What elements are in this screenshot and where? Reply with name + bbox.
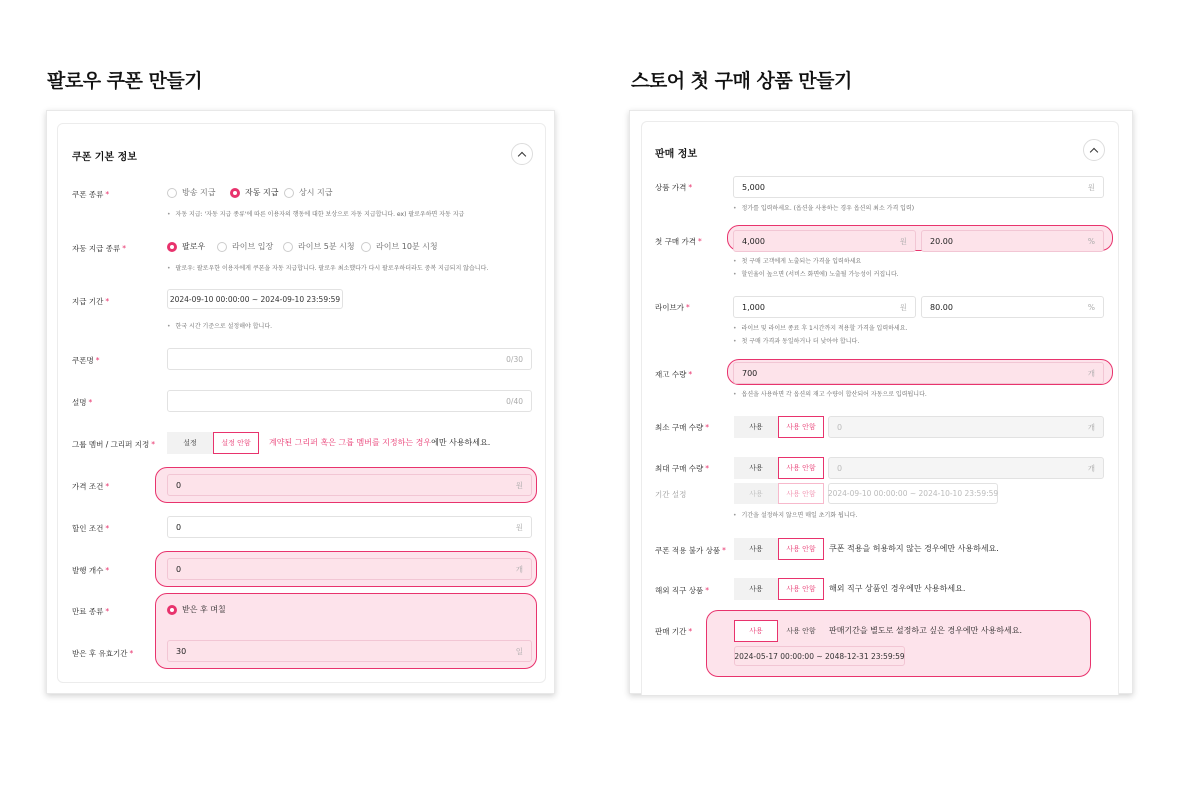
sale-period-toggle: [734, 620, 824, 642]
radio-live-10min[interactable]: 라이브 10분 시청: [361, 241, 438, 252]
live-price-percent-input[interactable]: 80.00 %: [921, 296, 1104, 318]
period-input[interactable]: 2024-09-10 00:00:00 ~ 2024-09-10 23:59:59: [167, 289, 343, 309]
coupon-excluded-label: 쿠폰 적용 불가 상품 *: [655, 546, 726, 555]
price-condition-input[interactable]: 0 원: [167, 474, 532, 496]
auto-type-radio-group: [167, 241, 438, 252]
max-qty-nouse-button[interactable]: 사용 안함: [778, 457, 824, 479]
expiry-type-label: 만료 종류 *: [72, 607, 110, 616]
product-price-label: 상품 가격 *: [655, 183, 693, 192]
max-qty-label: 최대 구매 수량 *: [655, 464, 709, 473]
group-note: 계약된 그리퍼 혹은 그룹 멤버를 지정하는 경우에만 사용하세요.: [269, 438, 491, 447]
sale-period-input[interactable]: 2024-05-17 00:00:00 ~ 2048-12-31 23:59:59: [734, 646, 905, 666]
first-price-hint-2: • 할인율이 높으면 (서비스 화면에) 노출될 가능성이 커집니다.: [733, 269, 899, 278]
min-qty-use-button[interactable]: 사용: [734, 416, 778, 438]
first-price-hint-1: • 첫 구매 고객에게 노출되는 가격을 입력하세요: [733, 256, 861, 265]
right-section-title: 판매 정보: [655, 149, 698, 160]
period-setting-hint: • 기간을 설정하지 않으면 매일 초기화 됩니다.: [733, 510, 857, 519]
max-qty-use-button[interactable]: 사용: [734, 457, 778, 479]
right-collapse-button[interactable]: [1083, 139, 1105, 161]
issue-count-label: 발행 개수 *: [72, 566, 110, 575]
max-qty-input[interactable]: 0 개: [828, 457, 1104, 479]
period-setting-input[interactable]: 2024-09-10 00:00:00 ~ 2024-10-10 23:59:59: [828, 483, 998, 504]
min-qty-toggle: [734, 416, 824, 438]
period-setting-toggle: [734, 483, 824, 504]
min-qty-nouse-button[interactable]: 사용 안함: [778, 416, 824, 438]
max-qty-toggle: [734, 457, 824, 479]
radio-live-5min[interactable]: 라이브 5분 시청: [283, 241, 361, 252]
product-price-hint: • 정가를 입력하세요. (옵션을 사용하는 경우 옵션의 최소 가격 입력): [733, 203, 914, 212]
period-hint: • 한국 시간 기준으로 설정해야 합니다.: [167, 321, 272, 330]
overseas-use-button[interactable]: 사용: [734, 578, 778, 600]
overseas-label: 해외 직구 상품 *: [655, 586, 709, 595]
discount-condition-label: 할인 조건 *: [72, 524, 110, 533]
expiry-type-radio[interactable]: 받은 후 며칠: [167, 604, 226, 615]
coupon-name-input[interactable]: [167, 348, 532, 370]
description-label: 설명 *: [72, 398, 93, 407]
stock-hint: • 옵션을 사용하면 각 옵션의 재고 수량이 합산되어 자동으로 입력됩니다.: [733, 389, 927, 398]
period-setting-use-button[interactable]: 사용: [734, 483, 778, 504]
min-qty-label: 최소 구매 수량 *: [655, 423, 709, 432]
group-toggle: [167, 432, 259, 454]
description-counter: 0/40: [506, 396, 523, 406]
radio-auto[interactable]: 자동 지급: [230, 187, 284, 198]
group-set-button[interactable]: 설정: [167, 432, 213, 454]
period-label: 지급 기간 *: [72, 297, 110, 306]
description-input[interactable]: [167, 390, 532, 412]
product-price-input[interactable]: 5,000 원: [733, 176, 1104, 198]
radio-always[interactable]: 상시 지급: [284, 187, 332, 198]
period-setting-nouse-button[interactable]: 사용 안함: [778, 483, 824, 504]
stock-label: 재고 수량 *: [655, 370, 693, 379]
live-price-input[interactable]: 1,000 원: [733, 296, 916, 318]
first-price-input[interactable]: 4,000 원: [733, 230, 916, 252]
radio-broadcast[interactable]: 방송 지급: [167, 187, 230, 198]
live-price-label: 라이브가 *: [655, 303, 690, 312]
coupon-excluded-toggle: [734, 538, 824, 560]
discount-condition-input[interactable]: 0 원: [167, 516, 532, 538]
first-price-label: 첫 구매 가격 *: [655, 237, 702, 246]
min-qty-input[interactable]: 0 개: [828, 416, 1104, 438]
coupon-excluded-nouse-button[interactable]: 사용 안함: [778, 538, 824, 560]
valid-days-label: 받은 후 유효기간 *: [72, 649, 134, 658]
radio-follow[interactable]: 팔로우: [167, 241, 217, 252]
coupon-name-counter: 0/30: [506, 354, 523, 364]
issue-count-input[interactable]: 0 개: [167, 558, 532, 580]
overseas-note: 해외 직구 상품인 경우에만 사용하세요.: [829, 584, 966, 593]
coupon-type-radio-group: [167, 187, 332, 198]
group-label: 그룹 멤버 / 그리퍼 지정 *: [72, 440, 156, 449]
left-page-title: 팔로우 쿠폰 만들기: [47, 70, 203, 92]
right-chevron-up-icon: [1090, 147, 1098, 155]
sale-period-nouse-button[interactable]: 사용 안함: [778, 620, 824, 642]
auto-type-label: 자동 지급 종류 *: [72, 244, 126, 253]
group-unset-button[interactable]: 설정 안함: [213, 432, 259, 454]
radio-live-enter[interactable]: 라이브 입장: [217, 241, 283, 252]
sale-period-label: 판매 기간 *: [655, 627, 693, 636]
coupon-name-label: 쿠폰명 *: [72, 356, 100, 365]
right-page-title: 스토어 첫 구매 상품 만들기: [631, 70, 852, 92]
period-setting-label: 기간 설정: [655, 490, 687, 499]
sale-period-use-button[interactable]: 사용: [734, 620, 778, 642]
collapse-button[interactable]: [511, 143, 533, 165]
section-title: 쿠폰 기본 정보: [72, 152, 137, 163]
chevron-up-icon: [518, 151, 526, 159]
overseas-toggle: [734, 578, 824, 600]
coupon-type-hint: • 자동 지급: '자동 지급 종류'에 따른 이용자의 행동에 대한 보상으로 자동 지급합니다. ex) 팔로우하면 자동 지급: [167, 209, 464, 218]
coupon-type-label: 쿠폰 종류 *: [72, 190, 110, 199]
auto-type-hint: • 팔로우: 팔로우한 이용자에게 쿠폰을 자동 지급합니다. 팔로우 최소했다가 다시 팔로우하더라도 중복 지급되지 않습니다.: [167, 263, 488, 272]
coupon-excluded-use-button[interactable]: 사용: [734, 538, 778, 560]
valid-days-input[interactable]: 30 일: [167, 640, 532, 662]
sale-period-note: 판매기간을 별도로 설정하고 싶은 경우에만 사용하세요.: [829, 626, 1022, 635]
live-price-hint-2: • 첫 구매 가격과 동일하거나 더 낮아야 합니다.: [733, 336, 859, 345]
price-condition-label: 가격 조건 *: [72, 482, 110, 491]
first-price-percent-input[interactable]: 20.00 %: [921, 230, 1104, 252]
stock-input[interactable]: 700 개: [733, 362, 1104, 384]
live-price-hint-1: • 라이브 및 라이브 종료 후 1시간까지 적용할 가격을 입력하세요.: [733, 323, 907, 332]
coupon-excluded-note: 쿠폰 적용을 허용하지 않는 경우에만 사용하세요.: [829, 544, 999, 553]
overseas-nouse-button[interactable]: 사용 안함: [778, 578, 824, 600]
